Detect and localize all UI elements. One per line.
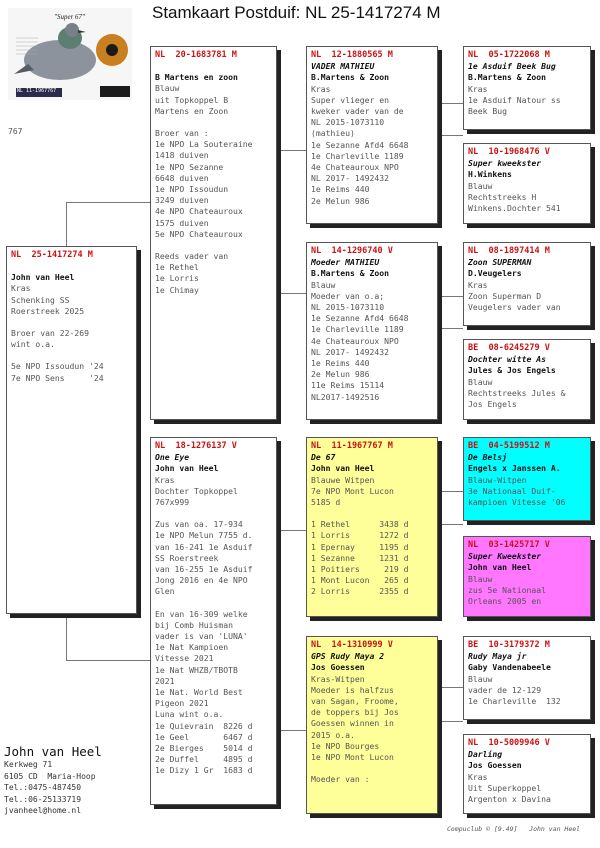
info-line: 1e Lorris xyxy=(155,273,199,284)
info-line: 1 Mont Lucon 265 d xyxy=(311,575,409,586)
info-line: uit Topkoppel B xyxy=(155,94,229,105)
info-line: 4e NPO Chateauroux xyxy=(155,206,243,217)
ring-number: NL 18-1276137 V xyxy=(155,441,237,451)
breeder-name: Jos Goessen xyxy=(468,760,522,771)
spacer xyxy=(155,117,272,128)
info-line: Beek Bug xyxy=(468,106,507,117)
info-line: Kras xyxy=(468,771,488,782)
info-line: NL 2017- 1492432 xyxy=(311,346,389,357)
info-line: 1e NPO Mont Lucon xyxy=(311,752,394,763)
info-line: Moeder van : xyxy=(311,774,370,785)
info-line: 2e Melun 986 xyxy=(311,369,370,380)
breeder-name: B.Martens & Zoon xyxy=(468,72,546,83)
info-line: NL2017-1492516 xyxy=(311,391,380,402)
connector xyxy=(66,614,67,660)
spacer xyxy=(311,763,433,774)
connector xyxy=(277,530,306,531)
info-line: 1e NPO La Souteraine xyxy=(155,139,253,150)
ring-number: BE 04-5199512 M xyxy=(468,441,550,451)
ring-number: NL 03-1425717 V xyxy=(468,540,550,550)
info-line: Broer van 22-269 xyxy=(11,328,89,339)
pigeon-card-mmf[interactable] xyxy=(463,636,591,720)
pigeon-name: De Belsj xyxy=(468,452,507,463)
info-line: Pigeon 2021 xyxy=(155,698,209,709)
photo-caption: "Super 67" xyxy=(54,13,85,21)
info-line: Argenton x Davina xyxy=(468,794,551,805)
connector xyxy=(438,687,439,721)
connector xyxy=(277,293,306,294)
ring-number: NL 08-1897414 M xyxy=(468,246,550,256)
info-line: 1e Nat. World Best xyxy=(155,687,243,698)
info-line: wint o.a. xyxy=(11,339,55,350)
info-line: Broer van : xyxy=(155,128,209,139)
side-code: 767 xyxy=(8,127,23,136)
info-line: 5e NPO Chateauroux xyxy=(155,228,243,239)
pigeon-name: Darling xyxy=(468,749,503,760)
pigeon-card-fm[interactable] xyxy=(306,242,438,420)
info-line: vader is van 'LUNA' xyxy=(155,631,248,642)
info-line: Jos Engels xyxy=(468,399,517,410)
ring-number: NL 14-1296740 V xyxy=(311,246,393,256)
info-line: 1e Sezanne Afd4 6648 xyxy=(311,313,409,324)
info-line: 1e Chimay xyxy=(155,284,199,295)
info-line: 1e Dizy 1 Gr 1683 d xyxy=(155,765,253,776)
info-line: 1e Asduif Natour ss xyxy=(468,94,561,105)
info-line: Blauw xyxy=(468,376,493,387)
info-line: 1 Lorris 1272 d xyxy=(311,530,409,541)
breeder-name: Jos Goessen xyxy=(311,662,365,673)
pigeon-name: Super kweekster xyxy=(468,158,542,169)
info-line: 3e Nationaal Duif- xyxy=(468,485,556,496)
connector xyxy=(438,524,463,525)
info-line: Jong 2016 en 4e NPO xyxy=(155,575,248,586)
pigeon-name: 1e Asduif Beek Bug xyxy=(468,61,556,72)
photo-badge: NL 11-1967767 xyxy=(17,88,57,94)
info-line: 1e NPO Issoudun xyxy=(155,184,229,195)
pigeon-name: Zoon SUPERMAN xyxy=(468,257,532,268)
info-line: 7e NPO Mont Lucon xyxy=(311,485,394,496)
info-line: Super vlieger en xyxy=(311,94,389,105)
ring-number: BE 08-6245279 V xyxy=(468,343,550,353)
info-line: Blauwe Witpen xyxy=(311,474,375,485)
info-line: Reeds vader van xyxy=(155,251,229,262)
breeder-name: B.Martens & Zoon xyxy=(311,72,389,83)
info-line: 1e Geel 6467 d xyxy=(155,731,253,742)
info-line: 767x999 xyxy=(155,497,190,508)
spacer xyxy=(155,508,272,519)
spacer xyxy=(11,317,132,328)
owner-phone-1: Tel.:0475-487450 xyxy=(4,783,82,792)
connector xyxy=(66,660,152,661)
breeder-name: John van Heel xyxy=(468,562,532,573)
footer-credit: Compuclub © [9.49] John van Heel xyxy=(447,825,581,833)
ring-number: NL 12-1880565 M xyxy=(311,50,393,60)
info-line: Blauw xyxy=(468,180,493,191)
info-line: 1e Reims 440 xyxy=(311,184,370,195)
pigeon-card-main[interactable] xyxy=(6,246,137,614)
info-line: En van 16-309 welke xyxy=(155,608,248,619)
pigeon-card-ff[interactable] xyxy=(306,46,438,224)
connector xyxy=(438,103,439,135)
owner-city: 6105 CD Maria-Hoop xyxy=(4,771,96,781)
connector xyxy=(438,135,463,136)
breeder-name: John van Heel xyxy=(155,463,219,474)
info-line: Zoon Superman D xyxy=(468,290,542,301)
ring-number: NL 10-1968476 V xyxy=(468,147,550,157)
info-line: Uit Superkoppel xyxy=(468,782,542,793)
info-line: 1e NPO Bourges xyxy=(311,740,380,751)
info-line: zus 5e Nationaal xyxy=(468,584,546,595)
info-line: 11e Reims 15114 xyxy=(311,380,385,391)
pigeon-card-mother[interactable] xyxy=(150,437,277,805)
info-line: 1 Sezanne 1231 d xyxy=(311,552,409,563)
ring-number: NL 05-1722068 M xyxy=(468,50,550,60)
pigeon-card-mfm[interactable] xyxy=(463,536,591,617)
connector xyxy=(438,296,439,328)
connector xyxy=(438,687,463,688)
owner-name: John van Heel xyxy=(4,744,102,759)
info-line: 2e Duffel 4895 d xyxy=(155,754,253,765)
ring-number: BE 10-3179372 M xyxy=(468,640,550,650)
info-line: 2015 o.a. xyxy=(311,729,355,740)
info-line: 2021 xyxy=(155,675,175,686)
info-line: Blauw xyxy=(155,83,180,94)
info-line: van 16-255 1e Asduif xyxy=(155,564,253,575)
info-line: 2 Lorris 2355 d xyxy=(311,586,409,597)
pigeon-name: Super Kweekster xyxy=(468,551,542,562)
info-line: 1e Nat Kampioen xyxy=(155,642,229,653)
info-line: Kras xyxy=(311,83,331,94)
info-line: Kras xyxy=(468,279,488,290)
info-line: 2e Bierges 5014 d xyxy=(155,743,253,754)
ring-number: NL 11-1967767 M xyxy=(311,441,393,451)
breeder-name: B Martens en zoon xyxy=(155,72,238,83)
info-line: Rechtstreeks H xyxy=(468,191,537,202)
info-line: Veugelers vader van xyxy=(468,302,561,313)
breeder-name: John van Heel xyxy=(311,463,375,474)
pigeon-name: Dochter witte As xyxy=(468,354,546,365)
pigeon-name: One Eye xyxy=(155,452,190,463)
info-line: 7e NPO Sens '24 xyxy=(11,372,104,383)
ring-number: NL 10-5009946 V xyxy=(468,738,550,748)
info-line: Luna wint o.a. xyxy=(155,709,224,720)
info-line: 1e Reims 440 xyxy=(311,358,370,369)
info-line: Vitesse 2021 xyxy=(155,653,214,664)
info-line: 1575 duiven xyxy=(155,217,209,228)
info-line: Dochter Topkoppel xyxy=(155,485,238,496)
connector xyxy=(438,491,463,492)
spacer xyxy=(155,598,272,609)
info-line: 2e Melun 986 xyxy=(311,195,370,206)
connector xyxy=(438,721,463,722)
owner-phone-2: Tel.:06-25133719 xyxy=(4,794,82,804)
info-line: 6648 duiven xyxy=(155,172,209,183)
info-line: Blauw xyxy=(311,279,336,290)
info-line: 1e Nat WHZB/TBOTB xyxy=(155,664,238,675)
info-line: Moeder is halfzus xyxy=(311,684,394,695)
info-line: NL 2015-1073110 xyxy=(311,302,385,313)
ring-number: NL 14-1310999 V xyxy=(311,640,393,650)
pigeon-name: De 67 xyxy=(311,452,336,463)
info-line: Roerstreek 2025 xyxy=(11,305,85,316)
breeder-name: Engels x Janssen A. xyxy=(468,463,561,474)
info-line: 1e Charleville 132 xyxy=(468,696,561,707)
owner-block xyxy=(4,744,102,817)
connector xyxy=(277,150,278,293)
info-line: van Sagan, Froome, xyxy=(311,696,399,707)
connector xyxy=(277,150,306,151)
ring-number: NL 25-1417274 M xyxy=(11,250,93,260)
breeder-name: D.Veugelers xyxy=(468,268,522,279)
spacer xyxy=(155,61,272,72)
info-line: vader de 12-129 xyxy=(468,684,542,695)
info-line: Glen xyxy=(155,586,175,597)
info-line: 1e Rethel xyxy=(155,262,199,273)
connector xyxy=(277,730,306,731)
info-line: Blauw xyxy=(468,573,493,584)
connector xyxy=(66,202,152,203)
page-title: Stamkaart Postduif: NL 25-1417274 M xyxy=(152,3,441,22)
pigeon-card-ffm[interactable] xyxy=(463,143,591,224)
pigeon-card-fmf[interactable] xyxy=(463,242,591,326)
breeder-name: John van Heel xyxy=(11,272,75,283)
info-line: Schenking SS xyxy=(11,294,70,305)
connector xyxy=(66,202,67,246)
connector xyxy=(277,530,278,730)
info-line: 4e Chateauroux NPO xyxy=(311,335,399,346)
info-line: 1e Sezanne Afd4 6648 xyxy=(311,139,409,150)
info-line: Blauw xyxy=(468,673,493,684)
pigeon-card-father[interactable] xyxy=(150,46,277,420)
info-line: de toppers bij Jos xyxy=(311,707,399,718)
info-line: Martens en Zoon xyxy=(155,105,229,116)
info-line: Kras xyxy=(155,474,175,485)
info-line: Kras xyxy=(11,283,31,294)
info-line: Moeder van o.a; xyxy=(311,290,385,301)
breeder-name: Jules & Jos Engels xyxy=(468,365,556,376)
info-line: 1e Charleville 1189 xyxy=(311,150,404,161)
info-line: NL 2017- 1492432 xyxy=(311,173,389,184)
pigeon-name: GPS Rudy Maya 2 xyxy=(311,651,385,662)
pigeon-card-mmm[interactable] xyxy=(463,734,591,814)
info-line: 3249 duiven xyxy=(155,195,209,206)
info-line: 1e NPO Sezanne xyxy=(155,161,224,172)
spacer xyxy=(11,350,132,361)
breeder-name: H.Winkens xyxy=(468,169,512,180)
info-line: 4e Chateauroux NPO xyxy=(311,162,399,173)
info-line: Winkens.Dochter 541 xyxy=(468,203,561,214)
ring-number: NL 20-1683781 M xyxy=(155,50,237,60)
info-line: 1 Rethel 3438 d xyxy=(311,519,409,530)
pigeon-card-mf[interactable] xyxy=(306,437,438,617)
pigeon-card-mm[interactable] xyxy=(306,636,438,814)
info-line: 1e Quievrain 8226 d xyxy=(155,720,253,731)
pigeon-card-mff[interactable] xyxy=(463,437,591,521)
info-line: (mathieu) xyxy=(311,128,355,139)
info-line: Kras-Witpen xyxy=(311,673,365,684)
info-line: NL 2015-1073110 xyxy=(311,117,385,128)
breeder-name: B.Martens & Zoon xyxy=(311,268,389,279)
pigeon-card-fmm[interactable] xyxy=(463,339,591,420)
spacer xyxy=(11,261,132,272)
info-line: 5e NPO Issoudun '24 xyxy=(11,361,104,372)
pigeon-name: Rudy Maya jr xyxy=(468,651,527,662)
info-line: SS Roerstreek xyxy=(155,552,219,563)
info-line: Goessen winnen in xyxy=(311,718,394,729)
pigeon-photo xyxy=(8,8,132,100)
pigeon-image xyxy=(8,8,132,100)
owner-street: Kerkweg 71 xyxy=(4,760,53,769)
pigeon-name: Moeder MATHIEU xyxy=(311,257,380,268)
info-line: 5185 d xyxy=(311,497,341,508)
info-line: 1e Charleville 1189 xyxy=(311,324,404,335)
info-line: 1418 duiven xyxy=(155,150,209,161)
connector xyxy=(438,328,463,329)
connector xyxy=(438,491,439,524)
info-line: Orleans 2005 en xyxy=(468,596,542,607)
connector xyxy=(438,296,463,297)
info-line: kweker vader van de xyxy=(311,106,404,117)
info-line: Rechtstreeks Jules & xyxy=(468,387,566,398)
info-line: 1 Poitiers 219 d xyxy=(311,564,409,575)
spacer xyxy=(311,508,433,519)
info-line: Blauw-Witpen xyxy=(468,474,527,485)
info-line: kampioen Vitesse '06 xyxy=(468,497,566,508)
breeder-name: Gaby Vandenabeele xyxy=(468,662,551,673)
info-line: bij Comb Huisman xyxy=(155,619,233,630)
info-line: Kras xyxy=(468,83,488,94)
info-line: 1e NPO Melun 7755 d. xyxy=(155,530,253,541)
pigeon-name: VADER MATHIEU xyxy=(311,61,375,72)
info-line: Zus van oa. 17-934 xyxy=(155,519,243,530)
owner-email[interactable]: jvanheel@home.nl xyxy=(4,806,82,815)
pigeon-card-fff[interactable] xyxy=(463,46,591,130)
connector xyxy=(438,103,463,104)
info-line: 1 Epernay 1195 d xyxy=(311,541,409,552)
info-line: van 16-241 1e Asduif xyxy=(155,541,253,552)
spacer xyxy=(155,240,272,251)
